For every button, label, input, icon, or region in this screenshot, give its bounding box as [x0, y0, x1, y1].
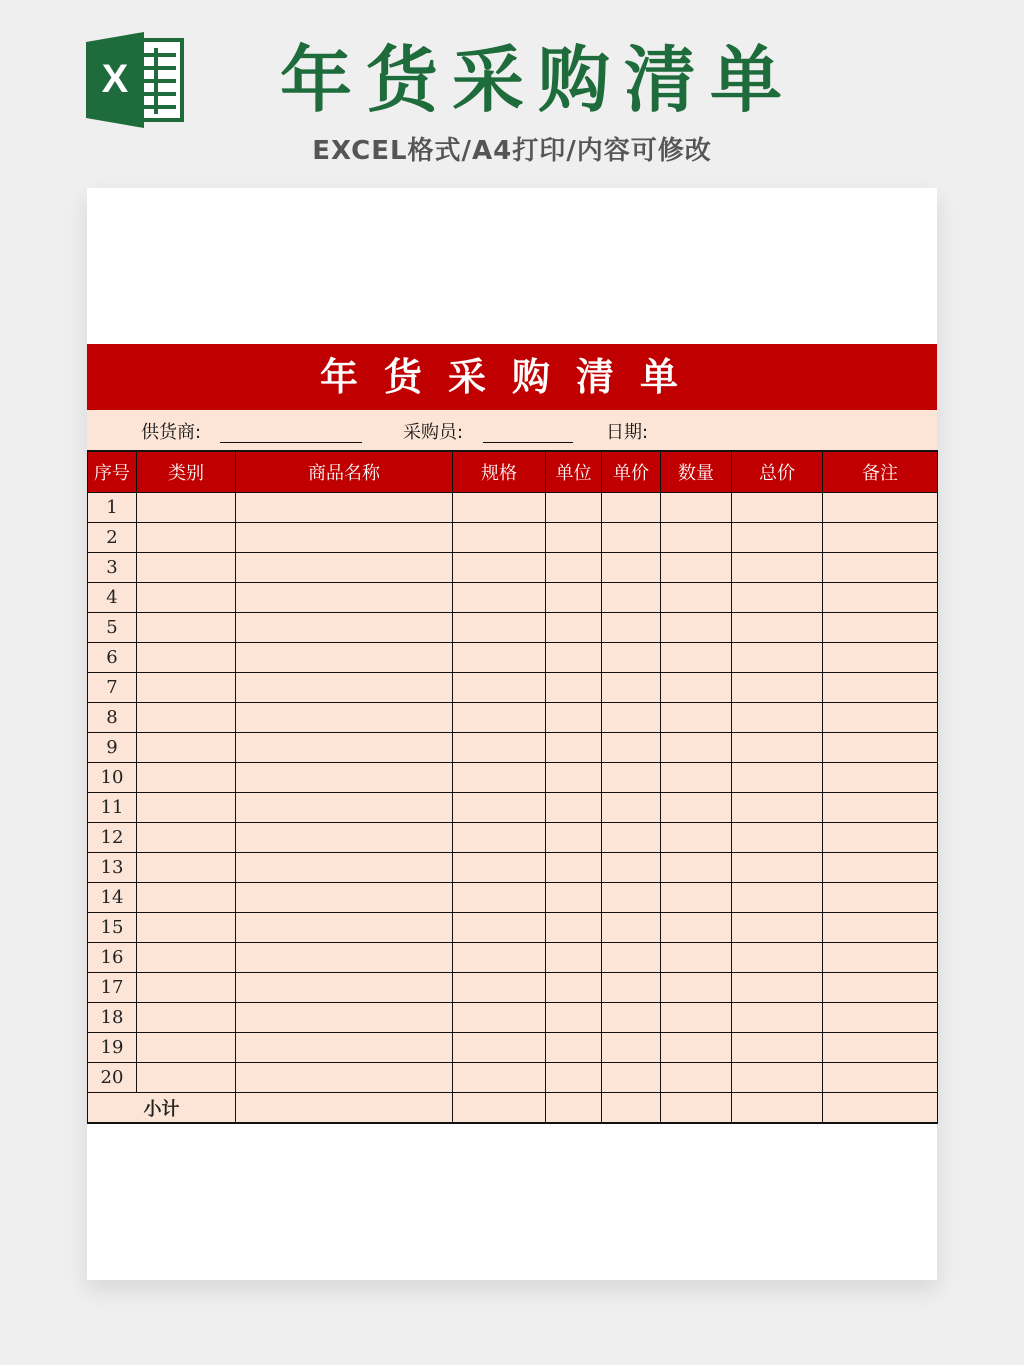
table-cell[interactable]: [823, 1033, 938, 1063]
page-subtitle: EXCEL格式/A4打印/内容可修改: [312, 136, 712, 166]
buyer-label: 采购员:: [403, 422, 464, 443]
table-row: [88, 793, 938, 823]
table-cell[interactable]: [453, 1033, 546, 1063]
table-cell[interactable]: [546, 1033, 602, 1063]
table-cell[interactable]: [453, 943, 546, 973]
table-cell[interactable]: [732, 733, 823, 763]
table-cell[interactable]: [823, 853, 938, 883]
table-cell[interactable]: [661, 553, 732, 583]
supplier-field[interactable]: [220, 442, 362, 443]
table-cell[interactable]: [546, 1003, 602, 1033]
column-header: 总价: [732, 451, 823, 493]
table-cell[interactable]: [661, 1033, 732, 1063]
column-header: 单价: [602, 451, 661, 493]
table-row: [88, 1033, 938, 1063]
table-cell[interactable]: [823, 943, 938, 973]
row-number: 20: [88, 1063, 137, 1093]
row-number: 16: [88, 943, 137, 973]
table-cell[interactable]: [732, 943, 823, 973]
column-header: 数量: [661, 451, 732, 493]
table-row: [88, 553, 938, 583]
table-cell[interactable]: [661, 643, 732, 673]
table-cell[interactable]: [236, 643, 453, 673]
row-number: 19: [88, 1033, 137, 1063]
table-cell[interactable]: [236, 523, 453, 553]
table-cell[interactable]: [236, 913, 453, 943]
table-cell[interactable]: [823, 583, 938, 613]
table-cell[interactable]: [453, 793, 546, 823]
table-cell[interactable]: [823, 673, 938, 703]
table-cell[interactable]: [732, 613, 823, 643]
table-cell[interactable]: [453, 853, 546, 883]
info-row: [87, 410, 937, 450]
row-number: 17: [88, 973, 137, 1003]
table-cell[interactable]: [661, 733, 732, 763]
table-row: [88, 763, 938, 793]
table-cell[interactable]: [137, 973, 236, 1003]
table-cell[interactable]: [732, 583, 823, 613]
row-number: 6: [88, 643, 137, 673]
table-row: [88, 1063, 938, 1093]
buyer-field[interactable]: [483, 442, 573, 443]
subtotal-cell[interactable]: [453, 1093, 546, 1124]
table-cell[interactable]: [661, 883, 732, 913]
table-cell[interactable]: [732, 763, 823, 793]
column-header: 规格: [453, 451, 546, 493]
table-cell[interactable]: [602, 823, 661, 853]
table-cell[interactable]: [236, 583, 453, 613]
table-cell[interactable]: [661, 943, 732, 973]
table-cell[interactable]: [661, 763, 732, 793]
table-cell[interactable]: [732, 853, 823, 883]
subtotal-row: [88, 1093, 938, 1124]
table-row: [88, 523, 938, 553]
table-cell[interactable]: [453, 703, 546, 733]
table-row: [88, 883, 938, 913]
table-cell[interactable]: [661, 853, 732, 883]
table-cell[interactable]: [137, 583, 236, 613]
table-cell[interactable]: [236, 613, 453, 643]
table-cell[interactable]: [602, 883, 661, 913]
table-row: [88, 583, 938, 613]
table-cell[interactable]: [546, 943, 602, 973]
table-cell[interactable]: [137, 793, 236, 823]
table-cell[interactable]: [732, 1003, 823, 1033]
table-cell[interactable]: [546, 613, 602, 643]
table-cell[interactable]: [602, 553, 661, 583]
table-cell[interactable]: [602, 673, 661, 703]
table-cell[interactable]: [823, 703, 938, 733]
row-number: 11: [88, 793, 137, 823]
table-cell[interactable]: [732, 823, 823, 853]
row-number: 7: [88, 673, 137, 703]
table-cell[interactable]: [546, 673, 602, 703]
table-cell[interactable]: [732, 703, 823, 733]
table-cell[interactable]: [137, 943, 236, 973]
row-number: 4: [88, 583, 137, 613]
table-cell[interactable]: [137, 853, 236, 883]
table-cell[interactable]: [732, 913, 823, 943]
table-cell[interactable]: [732, 673, 823, 703]
table-cell[interactable]: [453, 913, 546, 943]
table-cell[interactable]: [823, 973, 938, 1003]
table-cell[interactable]: [236, 1033, 453, 1063]
spreadsheet-preview: [87, 188, 937, 1280]
row-number: 5: [88, 613, 137, 643]
banner: [0, 0, 1024, 185]
subtotal-cell[interactable]: [236, 1093, 453, 1124]
subtotal-cell[interactable]: [602, 1093, 661, 1124]
table-cell[interactable]: [453, 733, 546, 763]
table-cell[interactable]: [137, 913, 236, 943]
table-row: [88, 853, 938, 883]
table-cell[interactable]: [732, 793, 823, 823]
table-cell[interactable]: [546, 913, 602, 943]
table-row: [88, 943, 938, 973]
table-row: [88, 733, 938, 763]
table-cell[interactable]: [823, 733, 938, 763]
table-cell[interactable]: [661, 673, 732, 703]
subtotal-cell[interactable]: [823, 1093, 938, 1124]
subtotal-cell[interactable]: [732, 1093, 823, 1124]
table-cell[interactable]: [236, 703, 453, 733]
column-header: 备注: [823, 451, 938, 493]
table-cell[interactable]: [453, 673, 546, 703]
table-cell[interactable]: [453, 1003, 546, 1033]
table-cell[interactable]: [823, 523, 938, 553]
table-cell[interactable]: [453, 523, 546, 553]
row-number: 10: [88, 763, 137, 793]
table-cell[interactable]: [602, 793, 661, 823]
table-cell[interactable]: [732, 523, 823, 553]
table-cell[interactable]: [236, 793, 453, 823]
table-cell[interactable]: [823, 1003, 938, 1033]
table-cell[interactable]: [453, 1063, 546, 1093]
subtotal-label: 小计: [88, 1093, 236, 1124]
row-number: 1: [88, 493, 137, 523]
table-cell[interactable]: [453, 553, 546, 583]
table-cell[interactable]: [546, 523, 602, 553]
table-cell[interactable]: [732, 493, 823, 523]
table-cell[interactable]: [602, 643, 661, 673]
table-cell[interactable]: [732, 553, 823, 583]
table-cell[interactable]: [661, 913, 732, 943]
table-cell[interactable]: [823, 883, 938, 913]
supplier-label: 供货商:: [141, 422, 202, 443]
table-cell[interactable]: [602, 703, 661, 733]
table-cell[interactable]: [602, 1003, 661, 1033]
table-cell[interactable]: [823, 1063, 938, 1093]
table-cell[interactable]: [546, 793, 602, 823]
excel-logo-letter: X: [101, 57, 129, 101]
table-cell[interactable]: [602, 913, 661, 943]
table-row: [88, 613, 938, 643]
table-cell[interactable]: [602, 613, 661, 643]
table-cell[interactable]: [602, 583, 661, 613]
table-cell[interactable]: [661, 793, 732, 823]
sheet-title: 年货采购清单: [87, 344, 937, 410]
table-cell[interactable]: [236, 973, 453, 1003]
table-cell[interactable]: [546, 583, 602, 613]
table-cell[interactable]: [137, 1033, 236, 1063]
table-cell[interactable]: [137, 613, 236, 643]
table-cell[interactable]: [602, 853, 661, 883]
table-cell[interactable]: [137, 1003, 236, 1033]
table-cell[interactable]: [546, 1063, 602, 1093]
table-cell[interactable]: [823, 493, 938, 523]
table-cell[interactable]: [137, 493, 236, 523]
table-cell[interactable]: [661, 823, 732, 853]
table-cell[interactable]: [661, 493, 732, 523]
table-cell[interactable]: [823, 613, 938, 643]
table-cell[interactable]: [236, 733, 453, 763]
table-row: [88, 703, 938, 733]
table-cell[interactable]: [236, 763, 453, 793]
table-cell[interactable]: [602, 1063, 661, 1093]
table-cell[interactable]: [602, 733, 661, 763]
row-number: 8: [88, 703, 137, 733]
table-cell[interactable]: [661, 703, 732, 733]
table-cell[interactable]: [137, 523, 236, 553]
table-cell[interactable]: [546, 763, 602, 793]
table-cell[interactable]: [546, 493, 602, 523]
table-cell[interactable]: [546, 853, 602, 883]
table-row: [88, 823, 938, 853]
table-cell[interactable]: [453, 613, 546, 643]
table-cell[interactable]: [137, 673, 236, 703]
table-cell[interactable]: [546, 823, 602, 853]
row-number: 18: [88, 1003, 137, 1033]
table-cell[interactable]: [236, 1063, 453, 1093]
table-cell[interactable]: [137, 703, 236, 733]
table-cell[interactable]: [661, 1003, 732, 1033]
table-cell[interactable]: [453, 823, 546, 853]
table-cell[interactable]: [453, 763, 546, 793]
page-title: 年货采购清单: [280, 38, 797, 122]
subtotal-cell[interactable]: [661, 1093, 732, 1124]
table-cell[interactable]: [453, 493, 546, 523]
table-cell[interactable]: [602, 493, 661, 523]
table-cell[interactable]: [602, 1033, 661, 1063]
table-cell[interactable]: [823, 793, 938, 823]
row-number: 14: [88, 883, 137, 913]
table-cell[interactable]: [602, 763, 661, 793]
table-cell[interactable]: [823, 553, 938, 583]
table-cell[interactable]: [453, 643, 546, 673]
date-label: 日期:: [606, 422, 649, 443]
table-cell[interactable]: [137, 1063, 236, 1093]
table-cell[interactable]: [236, 553, 453, 583]
table-cell[interactable]: [732, 1033, 823, 1063]
table-cell[interactable]: [137, 823, 236, 853]
table-cell[interactable]: [453, 883, 546, 913]
table-cell[interactable]: [661, 583, 732, 613]
table-cell[interactable]: [236, 1003, 453, 1033]
table-cell[interactable]: [546, 643, 602, 673]
table-cell[interactable]: [732, 973, 823, 1003]
column-header: 序号: [88, 451, 137, 493]
table-row: [88, 493, 938, 523]
table-cell[interactable]: [236, 943, 453, 973]
row-number: 3: [88, 553, 137, 583]
table-cell[interactable]: [546, 703, 602, 733]
table-cell[interactable]: [236, 853, 453, 883]
table-cell[interactable]: [823, 823, 938, 853]
table-row: [88, 1003, 938, 1033]
table-cell[interactable]: [546, 553, 602, 583]
row-number: 9: [88, 733, 137, 763]
table-cell[interactable]: [137, 733, 236, 763]
column-header: 类别: [137, 451, 236, 493]
table-cell[interactable]: [732, 1063, 823, 1093]
excel-icon: [86, 30, 186, 130]
table-cell[interactable]: [453, 583, 546, 613]
table-cell[interactable]: [732, 883, 823, 913]
table-cell[interactable]: [453, 973, 546, 1003]
column-header: 单位: [546, 451, 602, 493]
table-cell[interactable]: [602, 943, 661, 973]
table-cell[interactable]: [661, 1063, 732, 1093]
table-row: [88, 913, 938, 943]
table-header-row: [88, 451, 938, 493]
table-cell[interactable]: [546, 883, 602, 913]
table-cell[interactable]: [236, 673, 453, 703]
table-row: [88, 643, 938, 673]
table-cell[interactable]: [137, 883, 236, 913]
table-cell[interactable]: [823, 763, 938, 793]
table-cell[interactable]: [546, 973, 602, 1003]
table-cell[interactable]: [137, 643, 236, 673]
table-cell[interactable]: [236, 883, 453, 913]
table-cell[interactable]: [823, 913, 938, 943]
table-cell[interactable]: [602, 523, 661, 553]
table-cell[interactable]: [732, 643, 823, 673]
table-cell[interactable]: [602, 973, 661, 1003]
row-number: 15: [88, 913, 137, 943]
table-row: [88, 973, 938, 1003]
table-cell[interactable]: [661, 613, 732, 643]
row-number: 2: [88, 523, 137, 553]
table-cell[interactable]: [236, 493, 453, 523]
subtotal-cell[interactable]: [546, 1093, 602, 1124]
table-cell[interactable]: [823, 643, 938, 673]
table-cell[interactable]: [137, 763, 236, 793]
row-number: 13: [88, 853, 137, 883]
row-number: 12: [88, 823, 137, 853]
table-cell[interactable]: [661, 523, 732, 553]
purchase-table: [87, 450, 938, 1124]
column-header: 商品名称: [236, 451, 453, 493]
table-row: [88, 673, 938, 703]
table-cell[interactable]: [546, 733, 602, 763]
table-cell[interactable]: [236, 823, 453, 853]
table-cell[interactable]: [137, 553, 236, 583]
table-cell[interactable]: [661, 973, 732, 1003]
